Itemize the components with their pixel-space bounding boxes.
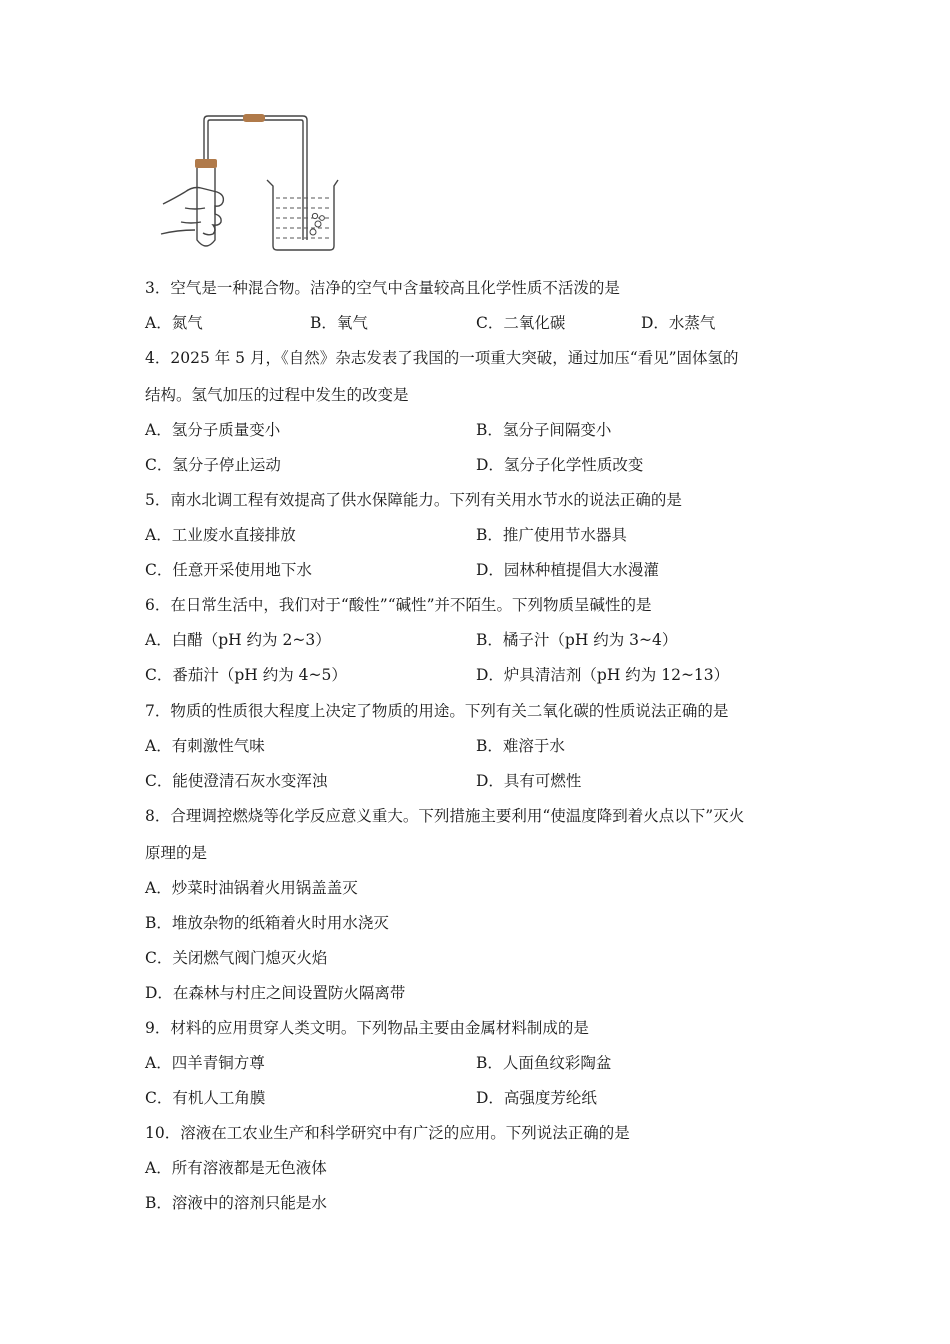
question-9-option-b: B．人面鱼纹彩陶盆 — [476, 1054, 612, 1072]
question-10-option-b: B．溶液中的溶剂只能是水 — [145, 1194, 327, 1212]
question-5-option-a: A．工业废水直接排放 — [145, 526, 296, 544]
question-9-option-a: A．四羊青铜方尊 — [145, 1054, 265, 1072]
question-4-option-c: C．氢分子停止运动 — [145, 456, 281, 474]
question-4-stem-line-2: 结构。氢气加压的过程中发生的改变是 — [145, 386, 409, 404]
question-3-option-b: B．氧气 — [310, 314, 368, 332]
question-5-option-d: D．园林种植提倡大水漫灌 — [476, 561, 659, 579]
question-8-option-c: C．关闭燃气阀门熄灭火焰 — [145, 949, 328, 967]
question-5-option-c: C．任意开采使用地下水 — [145, 561, 312, 579]
question-7-option-d: D．具有可燃性 — [476, 772, 582, 790]
question-10-stem: 10．溶液在工农业生产和科学研究中有广泛的应用。下列说法正确的是 — [145, 1124, 630, 1142]
question-3-option-c: C．二氧化碳 — [476, 314, 566, 332]
question-8-option-d: D．在森林与村庄之间设置防火隔离带 — [145, 984, 406, 1002]
question-9-option-c: C．有机人工角膜 — [145, 1089, 266, 1107]
question-4-option-b: B．氢分子间隔变小 — [476, 421, 612, 439]
question-9-stem: 9．材料的应用贯穿人类文明。下列物品主要由金属材料制成的是 — [145, 1019, 589, 1037]
question-5-option-b: B．推广使用节水器具 — [476, 526, 627, 544]
question-4-option-a: A．氢分子质量变小 — [145, 421, 281, 439]
question-7-stem: 7．物质的性质很大程度上决定了物质的用途。下列有关二氧化碳的性质说法正确的是 — [145, 702, 729, 720]
question-3-option-d: D．水蒸气 — [641, 314, 716, 332]
question-4-option-d: D．氢分子化学性质改变 — [476, 456, 644, 474]
question-6-option-c: C．番茄汁（pH 约为 4~5） — [145, 666, 347, 684]
question-4-stem-line-1: 4．2025 年 5 月，《自然》杂志发表了我国的一项重大突破，通过加压“看见”固体氢的 — [145, 349, 739, 367]
question-6-option-d: D．炉具清洁剂（pH 约为 12~13） — [476, 666, 730, 684]
question-6-stem: 6．在日常生活中，我们对于“酸性”“碱性”并不陌生。下列物质呈碱性的是 — [145, 596, 652, 614]
gas-generation-apparatus-figure — [155, 112, 370, 257]
question-5-stem: 5．南水北调工程有效提高了供水保障能力。下列有关用水节水的说法正确的是 — [145, 491, 682, 509]
question-7-option-b: B．难溶于水 — [476, 737, 565, 755]
question-8-option-a: A．炒菜时油锅着火用锅盖盖灭 — [145, 879, 358, 897]
question-3-stem: 3．空气是一种混合物。洁净的空气中含量较高且化学性质不活泼的是 — [145, 279, 620, 297]
question-6-option-a: A．白醋（pH 约为 2~3） — [145, 631, 331, 649]
question-8-stem-line-1: 8．合理调控燃烧等化学反应意义重大。下列措施主要利用“使温度降到着火点以下”灭火 — [145, 807, 745, 825]
question-7-option-c: C．能使澄清石灰水变浑浊 — [145, 772, 328, 790]
question-9-option-d: D．高强度芳纶纸 — [476, 1089, 597, 1107]
question-3-option-a: A．氮气 — [145, 314, 203, 332]
question-7-option-a: A．有刺激性气味 — [145, 737, 265, 755]
question-8-stem-line-2: 原理的是 — [145, 844, 208, 862]
question-6-option-b: B．橘子汁（pH 约为 3~4） — [476, 631, 678, 649]
question-8-option-b: B．堆放杂物的纸箱着火时用水浇灭 — [145, 914, 389, 932]
question-10-option-a: A．所有溶液都是无色液体 — [145, 1159, 327, 1177]
